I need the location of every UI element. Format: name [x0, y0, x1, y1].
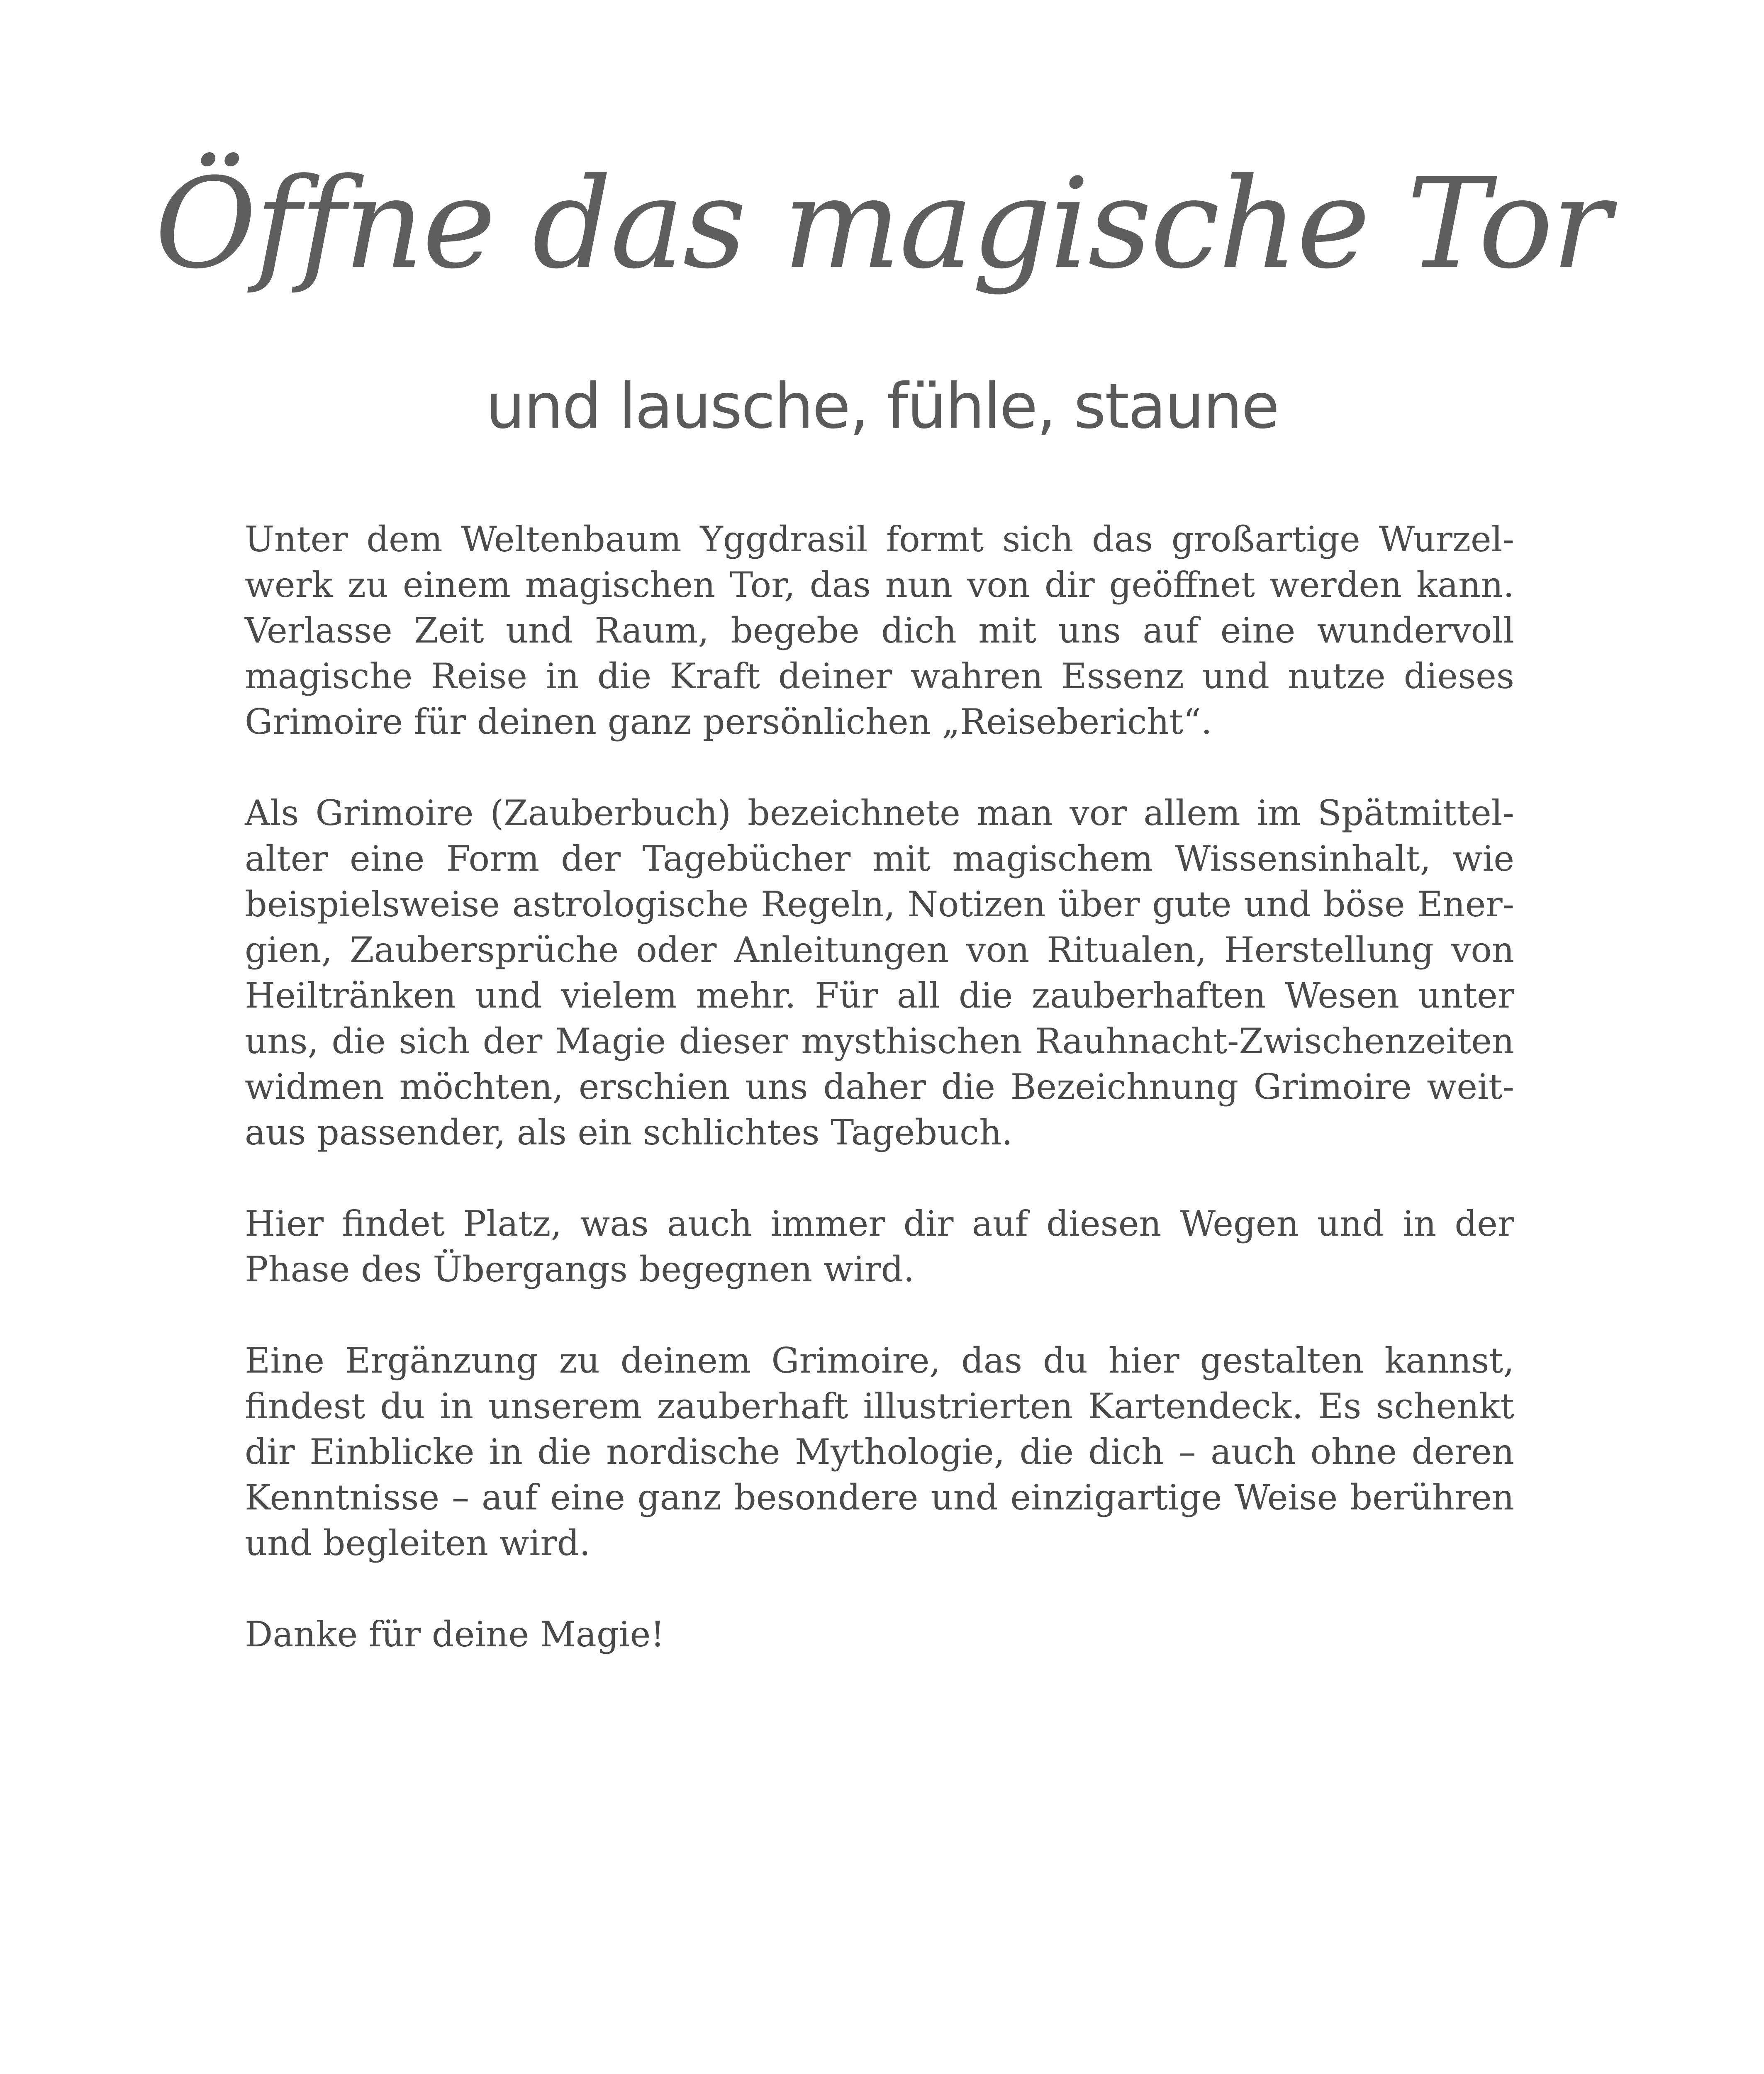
paragraph: Als Grimoire (Zauberbuch) bezeichnete man vor allem im Spätmittelalter eine Form der Tagebücher mit magischem Wissensinhalt, wie beispielsweise astrologische Regeln, Notizen über gute und böse Energien, Zaubersprüche oder Anleitungen von Ritualen, Herstellung von Heiltränken und vielem mehr. Für all die zauberhaften Wesen unter uns, die sich der Magie dieser mysthischen Rauhnacht-Zwischenzeiten widmen möchten, erschien uns daher die Bezeichnung Grimoire weitaus passender, als ein schlichtes Tagebuch. — [245, 793, 1514, 1153]
paragraph: Unter dem Weltenbaum Yggdrasil formt sich das großartige Wurzelwerk zu einem magischen Tor, das nun von dir geöffnet werden kann. Verlasse Zeit und Raum, begebe dich mit uns auf eine wundervoll magische Reise in die Kraft deiner wahren Essenz und nutze dieses Grimoire für deinen ganz persönlichen „Reisebericht“. — [245, 519, 1514, 742]
body-text — [245, 516, 1514, 1657]
paragraph: Hier findet Platz, was auch immer dir auf diesen Wegen und in der Phase des Übergangs begegnen wird. — [245, 1203, 1514, 1290]
page-subtitle: und lausche, fühle, staune — [485, 370, 1279, 443]
page-title: Öffne das magische Tor — [154, 151, 1610, 296]
paragraph: Eine Ergänzung zu deinem Grimoire, das du hier gestalten kannst, findest du in unserem zauberhaft illustrierten Kartendeck. Es schenkt dir Einblicke in die nordische Mythologie, die dich – auch ohne deren Kenntnisse – auf eine ganz besondere und einzigartige Weise berühren und begleiten wird. — [245, 1340, 1514, 1563]
paragraph: Danke für deine Magie! — [245, 1614, 665, 1655]
